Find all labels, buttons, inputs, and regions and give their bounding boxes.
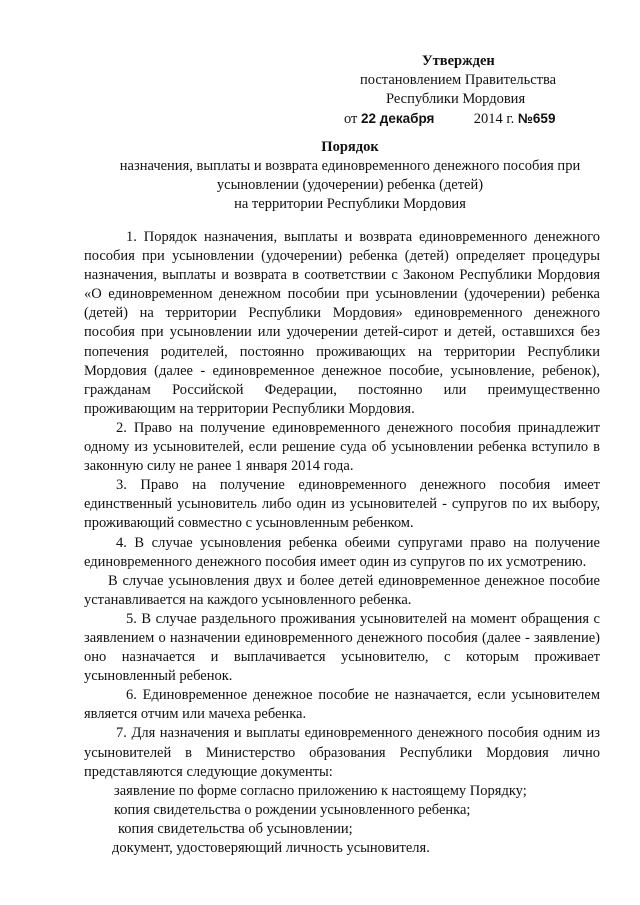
date-handwritten: 22 декабря bbox=[361, 111, 435, 126]
heading-line-2: усыновлении (удочерении) ребенка (детей) bbox=[216, 177, 484, 193]
date-year: 2014 г. bbox=[473, 111, 515, 127]
documents-list bbox=[84, 782, 600, 858]
list-item: копия свидетельства о рождении усыновленного ребенка; bbox=[114, 801, 471, 818]
paragraph-6: 6. Единовременное денежное пособие не назначается, если усыновителем является отчим или мачеха ребенка. bbox=[84, 687, 600, 723]
decree-number: №659 bbox=[517, 111, 556, 126]
approval-line-2: Республики Мордовия bbox=[386, 91, 526, 107]
heading-title: Порядок bbox=[321, 139, 379, 155]
paragraph-4: 4. В случае усыновления ребенка обеими супругами право на получение единовременного денежного пособия имеет один из супругов по их усмотрению. bbox=[84, 534, 600, 570]
list-item: заявление по форме согласно приложению к настоящему Порядку; bbox=[114, 782, 527, 799]
document-heading bbox=[60, 138, 640, 214]
date-prefix: от bbox=[344, 111, 358, 127]
approval-title: Утвержден bbox=[422, 53, 495, 69]
paragraph-7: 7. Для назначения и выплаты единовременного денежного пособия одним из усыновителей в Министерство образования Республики Мордовия лично представляются следующие документы: bbox=[84, 725, 600, 780]
paragraph-1: 1. Порядок назначения, выплаты и возврата единовременного денежного пособия при усыновлении (удочерении) ребенка (детей) определяет процедуры назначения, выплаты и возврата в соответствии с Законом Республики Мордовия «О единовременном денежном пособии при усыновлении (удочерении) ребенка (детей) на территории Республики Мордовия» единовременного денежного пособия при усыновлении или удочерении детей-сирот и детей, оставшихся без попечения родителей, постоянно проживающих на территории Республики Мордовия (далее - единовременное денежное пособие, усыновление, ребенок), гражданам Российской Федерации, постоянно или преимущественно проживающим на территории Республики Мордовия. bbox=[84, 229, 600, 417]
heading-line-1: назначения, выплаты и возврата единовременного денежного пособия при bbox=[119, 158, 581, 174]
approval-stamp bbox=[344, 52, 626, 129]
paragraph-4b: В случае усыновления двух и более детей единовременное денежное пособие устанавливается на каждого усыновленного ребенка. bbox=[84, 572, 600, 608]
list-item: копия свидетельства об усыновлении; bbox=[118, 820, 353, 837]
approval-date-line bbox=[344, 109, 626, 129]
paragraph-5: 5. В случае раздельного проживания усыновителей на момент обращения с заявлением о назначении единовременного денежного пособия (далее - заявление) оно назначается и выплачивается усыновителю, с которым проживает усыновленный ребенок. bbox=[84, 610, 600, 685]
document-body bbox=[84, 228, 600, 858]
heading-line-3: на территории Республики Мордовия bbox=[234, 196, 466, 212]
list-item: документ, удостоверяющий личность усыновителя. bbox=[112, 840, 430, 856]
paragraph-3: 3. Право на получение единовременного денежного пособия имеет единственный усыновитель либо один из усыновителей - супругов по их выбору, проживающий совместно с усыновленным ребенком. bbox=[84, 477, 600, 532]
paragraph-2: 2. Право на получение единовременного денежного пособия принадлежит одному из усыновителей, если решение суда об усыновлении ребенка вступило в законную силу не ранее 1 января 2014 года. bbox=[84, 419, 600, 475]
approval-line-1: постановлением Правительства bbox=[360, 72, 557, 88]
